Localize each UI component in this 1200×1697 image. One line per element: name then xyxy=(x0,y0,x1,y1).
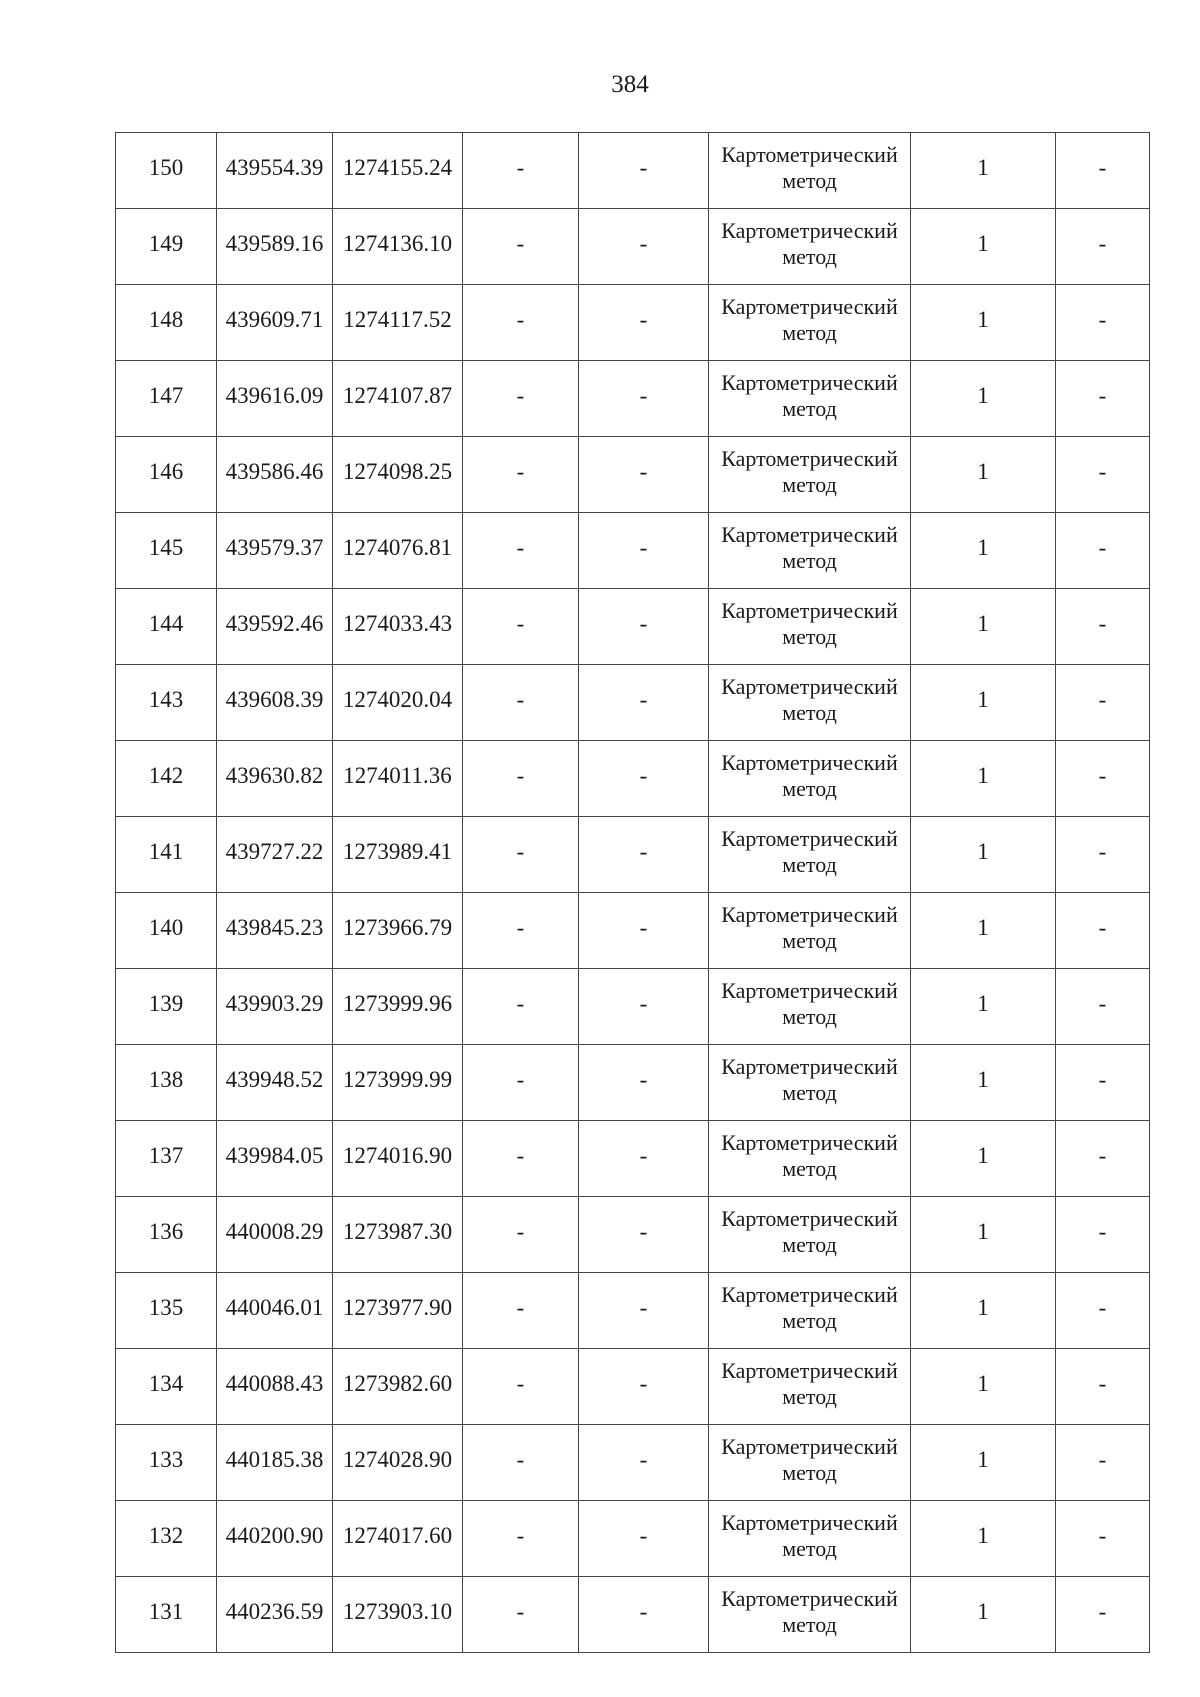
y-coordinate-cell: 1274028.90 xyxy=(333,1425,463,1501)
column-5-cell: - xyxy=(579,893,709,969)
y-coordinate-cell: 1274016.90 xyxy=(333,1121,463,1197)
column-8-cell: - xyxy=(1056,1501,1150,1577)
table-row xyxy=(116,1197,1150,1273)
column-7-cell: 1 xyxy=(911,1045,1056,1121)
point-number-cell: 143 xyxy=(116,665,217,741)
method-cell xyxy=(709,1121,911,1197)
column-7-cell: 1 xyxy=(911,209,1056,285)
point-number-cell: 131 xyxy=(116,1577,217,1653)
column-7-cell: 1 xyxy=(911,817,1056,893)
column-7-cell: 1 xyxy=(911,361,1056,437)
table-row xyxy=(116,285,1150,361)
column-4-cell: - xyxy=(463,1273,579,1349)
table-row xyxy=(116,361,1150,437)
column-4-cell: - xyxy=(463,361,579,437)
method-line-1: Картометрический xyxy=(721,1053,898,1079)
method-line-2: метод xyxy=(782,1003,837,1029)
method-line-2: метод xyxy=(782,1079,837,1105)
column-8-cell: - xyxy=(1056,133,1150,209)
column-4-cell: - xyxy=(463,1197,579,1273)
column-4-cell: - xyxy=(463,133,579,209)
y-coordinate-cell: 1274076.81 xyxy=(333,513,463,589)
column-7-cell: 1 xyxy=(911,285,1056,361)
x-coordinate-cell: 439579.37 xyxy=(217,513,333,589)
x-coordinate-cell: 439592.46 xyxy=(217,589,333,665)
column-7-cell: 1 xyxy=(911,1197,1056,1273)
method-cell xyxy=(709,969,911,1045)
column-8-cell: - xyxy=(1056,1273,1150,1349)
column-8-cell: - xyxy=(1056,1349,1150,1425)
column-5-cell: - xyxy=(579,285,709,361)
y-coordinate-cell: 1274155.24 xyxy=(333,133,463,209)
method-cell xyxy=(709,1197,911,1273)
column-5-cell: - xyxy=(579,1197,709,1273)
column-8-cell: - xyxy=(1056,1577,1150,1653)
method-line-2: метод xyxy=(782,851,837,877)
table-row xyxy=(116,741,1150,817)
method-line-1: Картометрический xyxy=(721,901,898,927)
method-line-2: метод xyxy=(782,1155,837,1181)
method-line-1: Картометрический xyxy=(721,293,898,319)
point-number-cell: 150 xyxy=(116,133,217,209)
y-coordinate-cell: 1273903.10 xyxy=(333,1577,463,1653)
column-8-cell: - xyxy=(1056,1121,1150,1197)
method-line-2: метод xyxy=(782,243,837,269)
x-coordinate-cell: 439589.16 xyxy=(217,209,333,285)
point-number-cell: 149 xyxy=(116,209,217,285)
method-line-2: метод xyxy=(782,471,837,497)
column-4-cell: - xyxy=(463,437,579,513)
method-line-1: Картометрический xyxy=(721,825,898,851)
method-cell xyxy=(709,361,911,437)
table-row xyxy=(116,133,1150,209)
y-coordinate-cell: 1273987.30 xyxy=(333,1197,463,1273)
y-coordinate-cell: 1274011.36 xyxy=(333,741,463,817)
point-number-cell: 147 xyxy=(116,361,217,437)
method-line-1: Картометрический xyxy=(721,1205,898,1231)
column-5-cell: - xyxy=(579,1577,709,1653)
table-row xyxy=(116,589,1150,665)
column-4-cell: - xyxy=(463,1577,579,1653)
table-row xyxy=(116,969,1150,1045)
method-line-1: Картометрический xyxy=(721,1281,898,1307)
y-coordinate-cell: 1273999.99 xyxy=(333,1045,463,1121)
column-8-cell: - xyxy=(1056,1425,1150,1501)
x-coordinate-cell: 439616.09 xyxy=(217,361,333,437)
method-line-1: Картометрический xyxy=(721,673,898,699)
column-5-cell: - xyxy=(579,437,709,513)
column-7-cell: 1 xyxy=(911,1273,1056,1349)
column-7-cell: 1 xyxy=(911,1501,1056,1577)
method-cell xyxy=(709,437,911,513)
point-number-cell: 141 xyxy=(116,817,217,893)
method-line-1: Картометрический xyxy=(721,1585,898,1611)
point-number-cell: 136 xyxy=(116,1197,217,1273)
x-coordinate-cell: 440088.43 xyxy=(217,1349,333,1425)
point-number-cell: 144 xyxy=(116,589,217,665)
method-line-2: метод xyxy=(782,167,837,193)
column-8-cell: - xyxy=(1056,1045,1150,1121)
method-cell xyxy=(709,1577,911,1653)
point-number-cell: 146 xyxy=(116,437,217,513)
x-coordinate-cell: 439554.39 xyxy=(217,133,333,209)
method-line-1: Картометрический xyxy=(721,977,898,1003)
method-line-2: метод xyxy=(782,1611,837,1637)
column-5-cell: - xyxy=(579,1121,709,1197)
method-cell xyxy=(709,665,911,741)
table-row xyxy=(116,513,1150,589)
method-line-1: Картометрический xyxy=(721,597,898,623)
y-coordinate-cell: 1273999.96 xyxy=(333,969,463,1045)
method-line-2: метод xyxy=(782,319,837,345)
column-7-cell: 1 xyxy=(911,1121,1056,1197)
point-number-cell: 132 xyxy=(116,1501,217,1577)
x-coordinate-cell: 440236.59 xyxy=(217,1577,333,1653)
method-line-2: метод xyxy=(782,775,837,801)
table-row xyxy=(116,1273,1150,1349)
method-cell xyxy=(709,209,911,285)
table-row xyxy=(116,1045,1150,1121)
method-line-2: метод xyxy=(782,1459,837,1485)
method-line-2: метод xyxy=(782,395,837,421)
method-cell xyxy=(709,1273,911,1349)
coordinates-table xyxy=(115,132,1150,1653)
column-4-cell: - xyxy=(463,1425,579,1501)
x-coordinate-cell: 439586.46 xyxy=(217,437,333,513)
x-coordinate-cell: 439608.39 xyxy=(217,665,333,741)
table-row xyxy=(116,665,1150,741)
x-coordinate-cell: 440185.38 xyxy=(217,1425,333,1501)
x-coordinate-cell: 440200.90 xyxy=(217,1501,333,1577)
point-number-cell: 133 xyxy=(116,1425,217,1501)
column-5-cell: - xyxy=(579,1425,709,1501)
column-7-cell: 1 xyxy=(911,741,1056,817)
column-4-cell: - xyxy=(463,817,579,893)
y-coordinate-cell: 1274107.87 xyxy=(333,361,463,437)
column-4-cell: - xyxy=(463,893,579,969)
method-cell xyxy=(709,893,911,969)
method-cell xyxy=(709,741,911,817)
column-7-cell: 1 xyxy=(911,1349,1056,1425)
page-number: 384 xyxy=(611,71,649,98)
column-5-cell: - xyxy=(579,817,709,893)
column-4-cell: - xyxy=(463,969,579,1045)
column-8-cell: - xyxy=(1056,589,1150,665)
x-coordinate-cell: 439727.22 xyxy=(217,817,333,893)
column-5-cell: - xyxy=(579,133,709,209)
method-cell xyxy=(709,1349,911,1425)
table-row xyxy=(116,1425,1150,1501)
x-coordinate-cell: 439609.71 xyxy=(217,285,333,361)
y-coordinate-cell: 1274033.43 xyxy=(333,589,463,665)
column-5-cell: - xyxy=(579,513,709,589)
column-4-cell: - xyxy=(463,665,579,741)
column-4-cell: - xyxy=(463,741,579,817)
method-line-1: Картометрический xyxy=(721,445,898,471)
y-coordinate-cell: 1273966.79 xyxy=(333,893,463,969)
method-cell xyxy=(709,1045,911,1121)
x-coordinate-cell: 439984.05 xyxy=(217,1121,333,1197)
method-line-1: Картометрический xyxy=(721,1129,898,1155)
y-coordinate-cell: 1274098.25 xyxy=(333,437,463,513)
column-7-cell: 1 xyxy=(911,589,1056,665)
table-row xyxy=(116,1349,1150,1425)
column-7-cell: 1 xyxy=(911,665,1056,741)
column-7-cell: 1 xyxy=(911,1425,1056,1501)
point-number-cell: 140 xyxy=(116,893,217,969)
column-4-cell: - xyxy=(463,285,579,361)
method-line-2: метод xyxy=(782,1307,837,1333)
method-line-2: метод xyxy=(782,547,837,573)
x-coordinate-cell: 439630.82 xyxy=(217,741,333,817)
method-line-2: метод xyxy=(782,699,837,725)
y-coordinate-cell: 1273977.90 xyxy=(333,1273,463,1349)
x-coordinate-cell: 439903.29 xyxy=(217,969,333,1045)
column-8-cell: - xyxy=(1056,285,1150,361)
method-cell xyxy=(709,285,911,361)
x-coordinate-cell: 439948.52 xyxy=(217,1045,333,1121)
method-cell xyxy=(709,1425,911,1501)
column-7-cell: 1 xyxy=(911,1577,1056,1653)
method-cell xyxy=(709,589,911,665)
column-5-cell: - xyxy=(579,589,709,665)
point-number-cell: 142 xyxy=(116,741,217,817)
x-coordinate-cell: 440046.01 xyxy=(217,1273,333,1349)
method-cell xyxy=(709,133,911,209)
method-line-2: метод xyxy=(782,927,837,953)
method-line-1: Картометрический xyxy=(721,1357,898,1383)
y-coordinate-cell: 1274017.60 xyxy=(333,1501,463,1577)
point-number-cell: 135 xyxy=(116,1273,217,1349)
column-7-cell: 1 xyxy=(911,969,1056,1045)
point-number-cell: 138 xyxy=(116,1045,217,1121)
point-number-cell: 137 xyxy=(116,1121,217,1197)
method-line-1: Картометрический xyxy=(721,749,898,775)
method-line-2: метод xyxy=(782,1535,837,1561)
method-line-1: Картометрический xyxy=(721,141,898,167)
table-row xyxy=(116,893,1150,969)
column-5-cell: - xyxy=(579,1501,709,1577)
y-coordinate-cell: 1274136.10 xyxy=(333,209,463,285)
table-row xyxy=(116,437,1150,513)
column-5-cell: - xyxy=(579,741,709,817)
y-coordinate-cell: 1274020.04 xyxy=(333,665,463,741)
method-line-1: Картометрический xyxy=(721,1433,898,1459)
table-row xyxy=(116,817,1150,893)
column-8-cell: - xyxy=(1056,969,1150,1045)
method-cell xyxy=(709,817,911,893)
x-coordinate-cell: 439845.23 xyxy=(217,893,333,969)
column-7-cell: 1 xyxy=(911,133,1056,209)
column-4-cell: - xyxy=(463,1501,579,1577)
table-row xyxy=(116,1501,1150,1577)
table-body xyxy=(116,133,1150,1653)
column-4-cell: - xyxy=(463,1121,579,1197)
point-number-cell: 134 xyxy=(116,1349,217,1425)
column-5-cell: - xyxy=(579,1045,709,1121)
y-coordinate-cell: 1274117.52 xyxy=(333,285,463,361)
point-number-cell: 148 xyxy=(116,285,217,361)
y-coordinate-cell: 1273989.41 xyxy=(333,817,463,893)
column-4-cell: - xyxy=(463,589,579,665)
column-8-cell: - xyxy=(1056,361,1150,437)
method-line-2: метод xyxy=(782,623,837,649)
method-line-1: Картометрический xyxy=(721,521,898,547)
column-5-cell: - xyxy=(579,1349,709,1425)
column-5-cell: - xyxy=(579,665,709,741)
column-5-cell: - xyxy=(579,1273,709,1349)
point-number-cell: 139 xyxy=(116,969,217,1045)
x-coordinate-cell: 440008.29 xyxy=(217,1197,333,1273)
column-8-cell: - xyxy=(1056,665,1150,741)
column-7-cell: 1 xyxy=(911,893,1056,969)
column-5-cell: - xyxy=(579,969,709,1045)
column-8-cell: - xyxy=(1056,513,1150,589)
column-4-cell: - xyxy=(463,209,579,285)
method-line-2: метод xyxy=(782,1231,837,1257)
column-7-cell: 1 xyxy=(911,513,1056,589)
column-5-cell: - xyxy=(579,361,709,437)
table-row xyxy=(116,209,1150,285)
point-number-cell: 145 xyxy=(116,513,217,589)
column-8-cell: - xyxy=(1056,1197,1150,1273)
column-7-cell: 1 xyxy=(911,437,1056,513)
column-8-cell: - xyxy=(1056,209,1150,285)
method-line-1: Картометрический xyxy=(721,1509,898,1535)
table-row xyxy=(116,1577,1150,1653)
column-8-cell: - xyxy=(1056,437,1150,513)
y-coordinate-cell: 1273982.60 xyxy=(333,1349,463,1425)
table-row xyxy=(116,1121,1150,1197)
column-4-cell: - xyxy=(463,513,579,589)
method-line-2: метод xyxy=(782,1383,837,1409)
column-8-cell: - xyxy=(1056,817,1150,893)
column-8-cell: - xyxy=(1056,741,1150,817)
method-line-1: Картометрический xyxy=(721,369,898,395)
column-8-cell: - xyxy=(1056,893,1150,969)
column-4-cell: - xyxy=(463,1045,579,1121)
column-5-cell: - xyxy=(579,209,709,285)
column-4-cell: - xyxy=(463,1349,579,1425)
method-cell xyxy=(709,1501,911,1577)
method-cell xyxy=(709,513,911,589)
method-line-1: Картометрический xyxy=(721,217,898,243)
